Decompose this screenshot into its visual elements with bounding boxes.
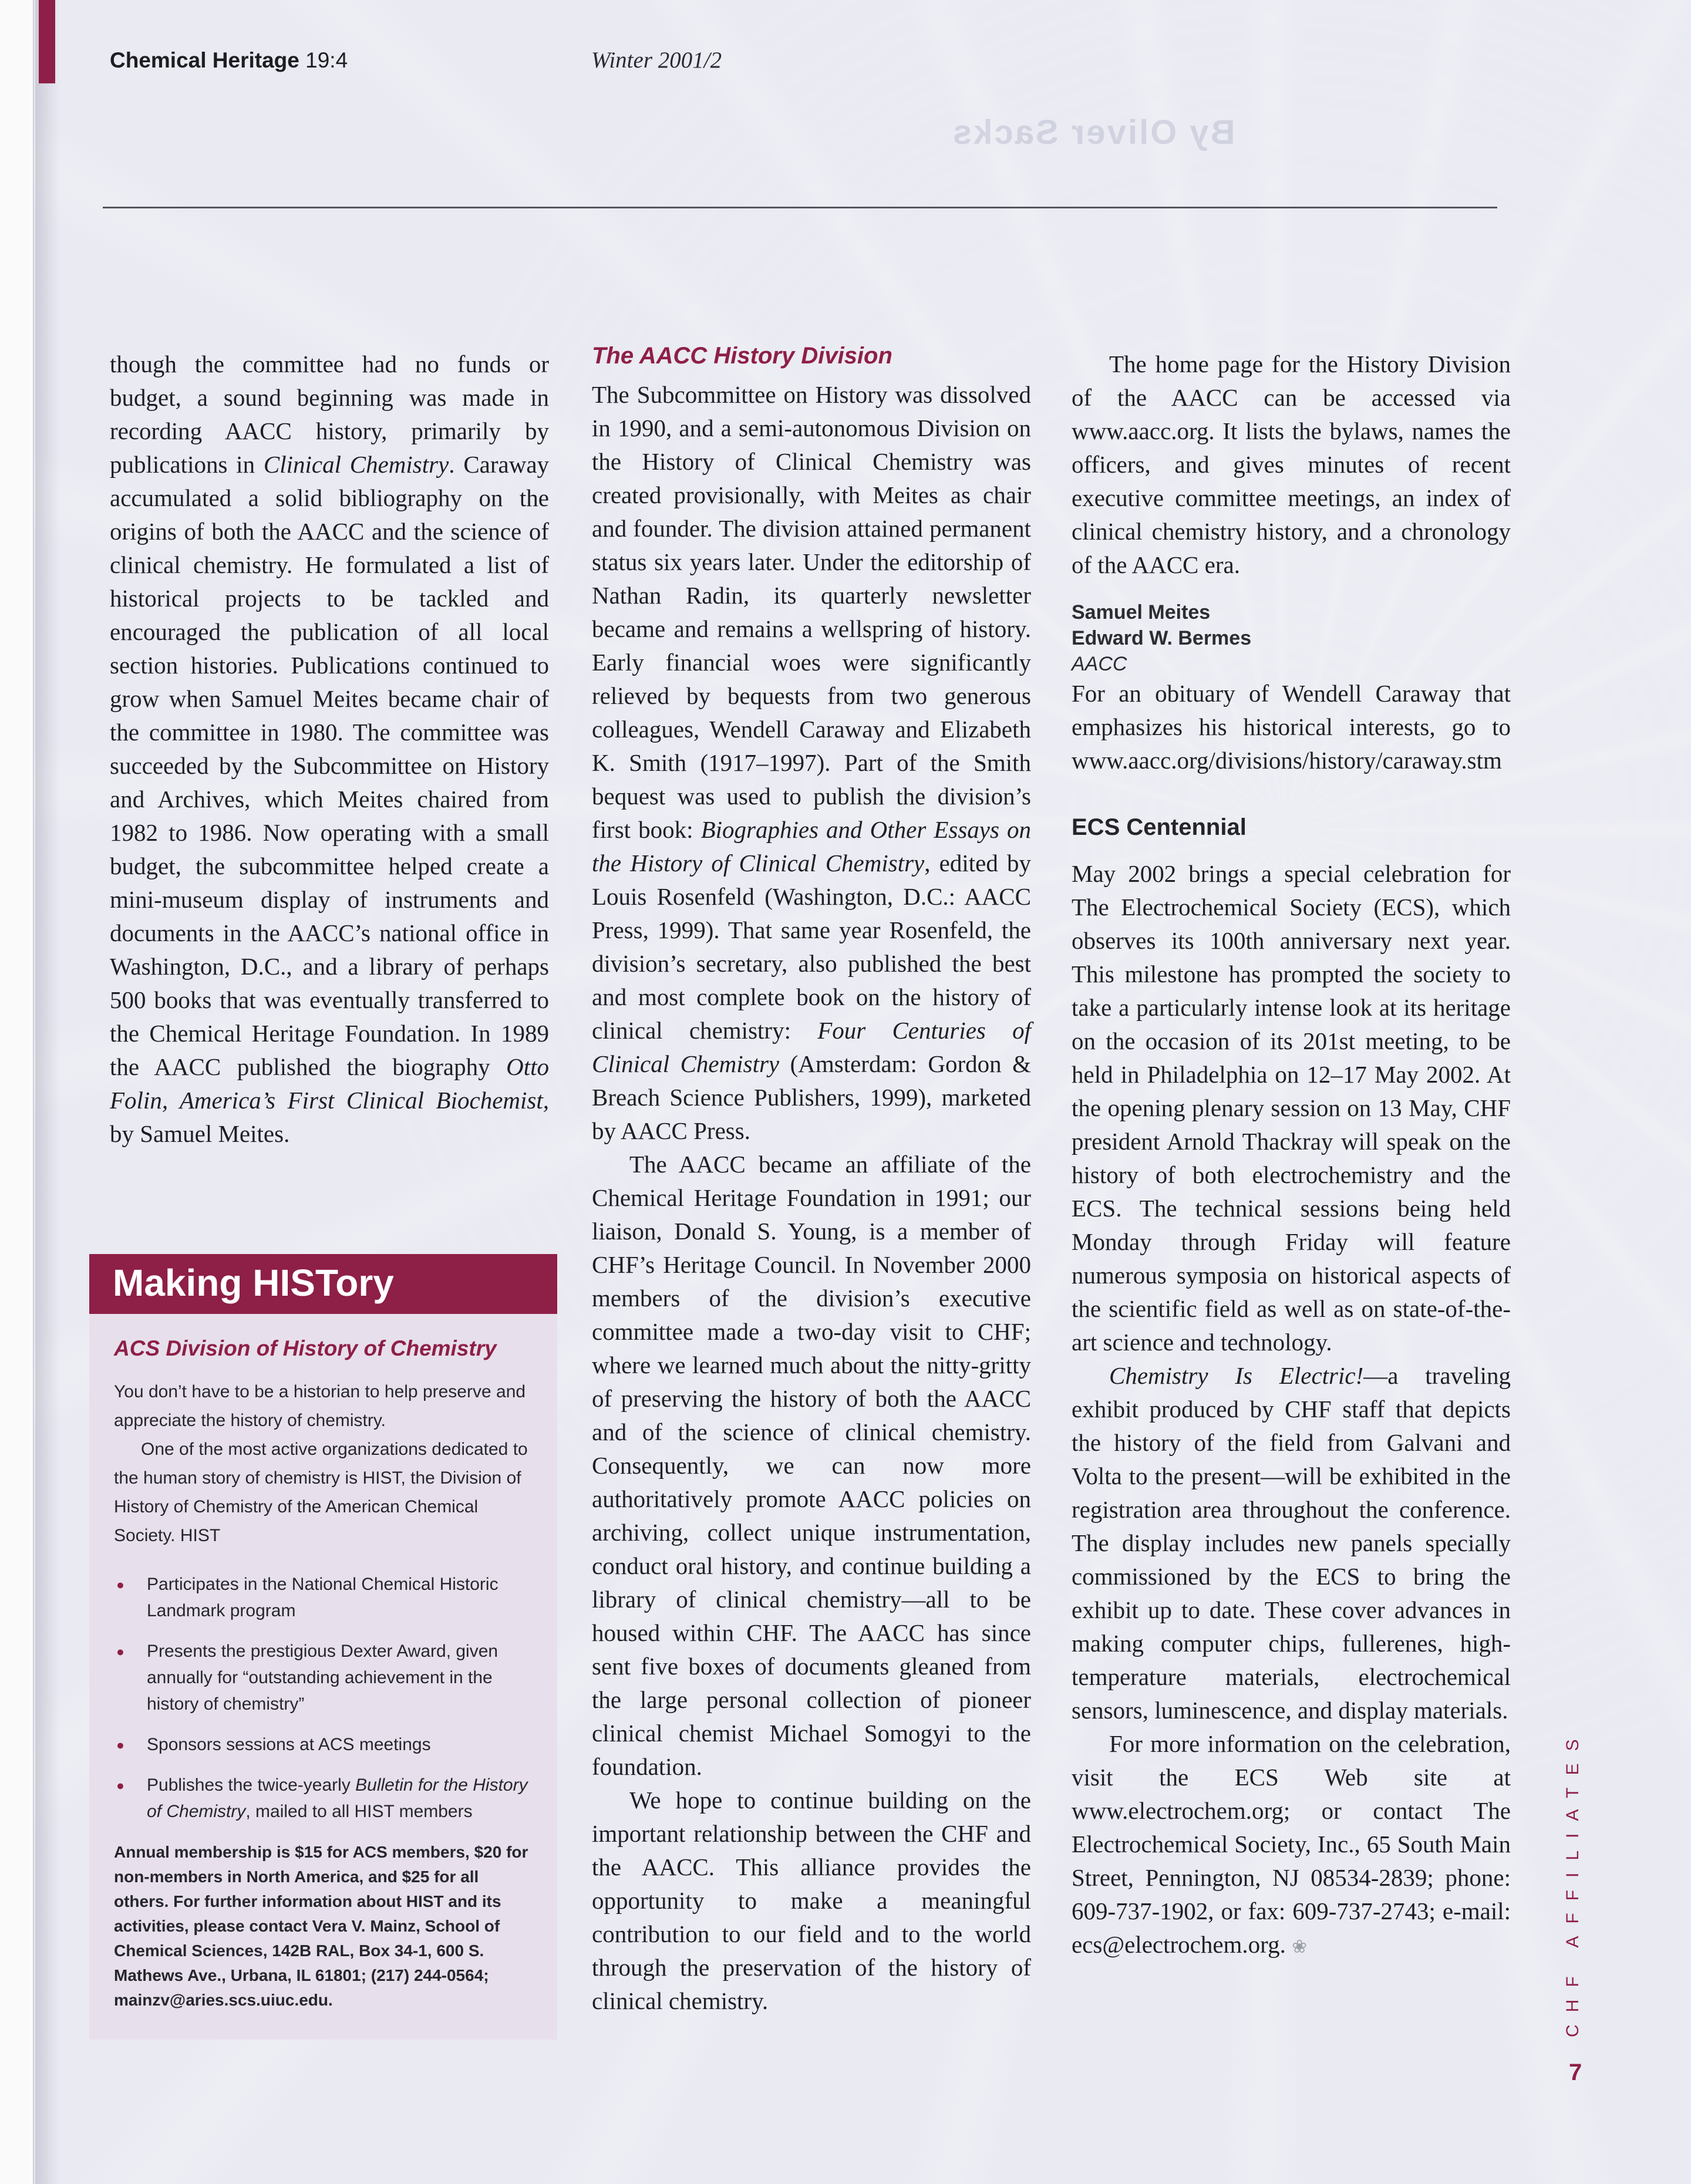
box-bullet-list xyxy=(114,1571,533,1825)
journal-issue: 19:4 xyxy=(299,48,348,72)
section-side-label: CHF AFFILIATES xyxy=(1563,1727,1582,2037)
author-name: Samuel Meites xyxy=(1072,601,1211,623)
box-paragraph: You don’t have to be a historian to help preserve and appreciate the history of chemistry. xyxy=(114,1382,526,1430)
section-heading-aacc: The AACC History Division xyxy=(592,343,892,369)
list-item: ● Publishes the twice-yearly Bulletin for the History of Chemistry, mailed to all HIST members xyxy=(114,1772,533,1825)
page-header xyxy=(110,48,1507,73)
column-1 xyxy=(110,348,549,1151)
page-number: 7 xyxy=(1569,2060,1582,2085)
author-affiliation: AACC xyxy=(1072,653,1127,675)
list-item: ● Sponsors sessions at ACS meetings xyxy=(114,1731,533,1758)
body-paragraph: though the committee had no funds or budget, a sound beginning was made in recording AACC history, primarily by publications in Clinical Chemistry. Caraway accumulated a solid bibliography on the origins of both the AACC and the science of clinical chemistry. He formulated a list of historical projects to be tackled and encouraged the publication of all local section histories. Publications continued to grow when Samuel Meites became chair of the committee in 1980. The committee was succeeded by the Subcommittee on History and Archives, which Meites chaired from 1982 to 1986. Now operating with a small budget, the subcommittee helped create a mini-museum display of instruments and documents in the AACC’s national office in Washington, D.C., and a library of perhaps 500 books that was eventually transferred to the Chemical Heritage Foundation. In 1989 the AACC published the biography Otto Folin, America’s First Clinical Biochemist, by Samuel Meites. xyxy=(110,350,550,1147)
byline xyxy=(1072,599,1511,677)
body-paragraph: The Subcommittee on History was dissolved in 1990, and a semi-autonomous Division on the History of Clinical Chemistry was created provisionally, with Meites as chair and founder. The division attained permanent status six years later. Under the editorship of Nathan Radin, its quarterly newsletter became and remains a wellspring of history. Early financial woes were significantly relieved by bequests from two generous colleagues, Wendell Caraway and Elizabeth K. Smith (1917–1997). Part of the Smith bequest was used to publish the division’s first book: Biographies and Other Essays on the History of Clinical Chemistry, edited by Louis Rosenfeld (Washington, D.C.: AACC Press, 1999). That same year Rosenfeld, the division’s secretary, also published the best and most complete book on the history of clinical chemistry: Four Centuries of Clinical Chemistry (Amsterdam: Gordon & Breach Science Publishers, 1999), marketed by AACC Press. xyxy=(592,381,1032,1144)
scan-edge-strip xyxy=(0,0,34,2184)
column-3 xyxy=(1072,348,1511,1964)
body-paragraph: Chemistry Is Electric!—a traveling exhibit produced by CHF staff that depicts the history of the field from Galvani and Volta to the present—will be exhibited in the registration area throughout the conference. The display includes new panels specially commissioned by the ECS to bring the exhibit up to date. These cover advances in making computer chips, fullerenes, high-temperature materials, electrochemical sensors, luminescence, and display materials. xyxy=(1072,1362,1511,1724)
making-history-box xyxy=(89,1254,557,2040)
header-rule xyxy=(103,207,1497,208)
page-gutter-shadow xyxy=(35,0,60,2184)
list-item: ● Participates in the National Chemical Historic Landmark program xyxy=(114,1571,533,1624)
body-paragraph: We hope to continue building on the important relationship between the CHF and the AACC. This alliance provides the opportunity to make a meaningful contribution to our field and to the world through the preservation of the history of clinical chemistry. xyxy=(592,1787,1031,2014)
box-title: Making HISTory xyxy=(89,1254,557,1314)
author-name: Edward W. Bermes xyxy=(1072,627,1252,649)
box-footer-text: Annual membership is $15 for ACS members, $20 for non-members in North America, and $25 for all others. For further information about HIST and its activities, please contact Vera V. Mainz, School of Chemical Sciences, 142B RAL, Box 34-1, 600 S. Mathews Ave., Urbana, IL 61801; (217) 244-0564; mainzv@aries.scs.uiuc.edu. xyxy=(114,1843,528,2009)
box-subtitle: ACS Division of History of Chemistry xyxy=(114,1336,497,1360)
body-paragraph: For more information on the celebration, visit the ECS Web site at www.electrochem.org; or contact The Electrochemical Society, Inc., 65 South Main Street, Pennington, NJ 08534-2839; phone: 609-737-1902, or fax: 609-737-2743; e-mail: ecs@electrochem.org. ❀ xyxy=(1072,1730,1511,1958)
section-heading-ecs: ECS Centennial xyxy=(1072,814,1247,840)
show-through-text: By Oliver Sacks xyxy=(951,113,1235,151)
journal-title xyxy=(110,48,348,72)
body-paragraph: The home page for the History Division of the AACC can be accessed via www.aacc.org. It lists the bylaws, names the officers, and gives minutes of recent executive committee meetings, an index of clinical chemistry history, and a chronology of the AACC era. xyxy=(1072,350,1511,578)
column-2 xyxy=(592,341,1031,2018)
list-item: ● Presents the prestigious Dexter Award, given annually for “outstanding achievement in the history of chemistry” xyxy=(114,1638,533,1717)
issue-date: Winter 2001/2 xyxy=(591,48,722,73)
top-edge-accent-mark xyxy=(39,0,55,83)
obituary-note: For an obituary of Wendell Caraway that emphasizes his historical interests, go to www.aacc.org/divisions/history/caraway.stm xyxy=(1072,680,1511,774)
box-paragraph: One of the most active organizations dedicated to the human story of chemistry is HIST, the Division of History of Chemistry of the American Chemical Society. HIST xyxy=(114,1440,528,1545)
box-body xyxy=(89,1314,557,2040)
journal-name: Chemical Heritage xyxy=(110,48,299,72)
body-paragraph: May 2002 brings a special celebration for The Electrochemical Society (ECS), which observes its 100th anniversary next year. This milestone has prompted the society to take a particularly intense look at its heritage on the occasion of its 201st meeting, to be held in Philadelphia on 12–17 May 2002. At the opening plenary session on 13 May, CHF president Arnold Thackray will speak on the history of both electrochemistry and the ECS. The technical sessions being held Monday through Friday will feature numerous symposia on historical aspects of the scientific field as well as on state-of-the-art science and technology. xyxy=(1072,860,1511,1356)
body-paragraph: The AACC became an affiliate of the Chemical Heritage Foundation in 1991; our liaison, Donald S. Young, is a member of CHF’s Heritage Council. In November 2000 members of the division’s executive committee made a two-day visit to CHF; where we learned much about the nitty-gritty of preserving the history of both the AACC and of the science of clinical chemistry. Consequently, we can now more authoritatively promote AACC policies on archiving, collect unique instrumentation, conduct oral history, and continue building a library of clinical chemistry—all to be housed within CHF. The AACC has since sent five boxes of documents gleaned from the large personal collection of pioneer clinical chemist Michael Somogyi to the foundation. xyxy=(592,1151,1031,1780)
